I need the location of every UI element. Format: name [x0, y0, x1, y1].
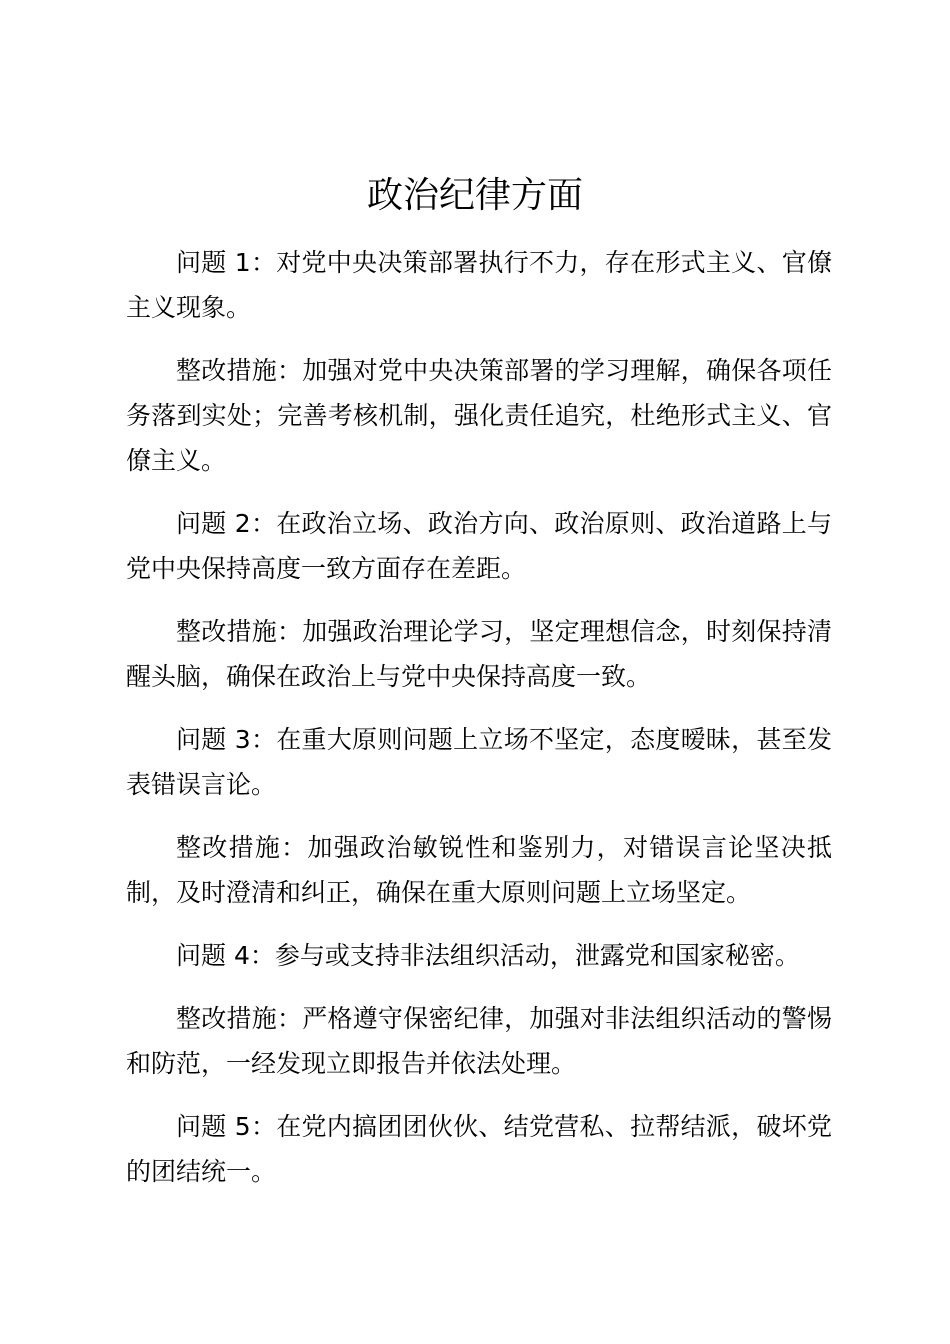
- paragraph-issue-4: 问题 4：参与或支持非法组织活动，泄露党和国家秘密。: [176, 941, 800, 970]
- paragraph-issue-3: 问题 3：在重大原则问题上立场不坚定，态度暧昧，甚至发表错误言论。: [126, 725, 832, 799]
- paragraph-measure-2: 整改措施：加强政治理论学习，坚定理想信念，时刻保持清醒头脑，确保在政治上与党中央保持高度一致。: [126, 617, 832, 691]
- document-title: 政治纪律方面: [366, 175, 583, 216]
- paragraph-measure-3: 整改措施：加强政治敏锐性和鉴别力，对错误言论坚决抵制，及时澄清和纠正，确保在重大原则问题上立场坚定。: [126, 833, 832, 907]
- paragraph-issue-2: 问题 2：在政治立场、政治方向、政治原则、政治道路上与党中央保持高度一致方面存在差距。: [126, 509, 832, 583]
- paragraph-issue-5: 问题 5：在党内搞团团伙伙、结党营私、拉帮结派，破坏党的团结统一。: [126, 1112, 832, 1186]
- document-body: [126, 240, 832, 1212]
- paragraph-measure-4: 整改措施：严格遵守保密纪律，加强对非法组织活动的警惕和防范，一经发现立即报告并依法处理。: [126, 1004, 832, 1078]
- paragraph-measure-1: 整改措施：加强对党中央决策部署的学习理解，确保各项任务落到实处；完善考核机制，强化责任追究，杜绝形式主义、官僚主义。: [126, 356, 832, 475]
- paragraph-issue-1: 问题 1：对党中央决策部署执行不力，存在形式主义、官僚主义现象。: [126, 248, 832, 322]
